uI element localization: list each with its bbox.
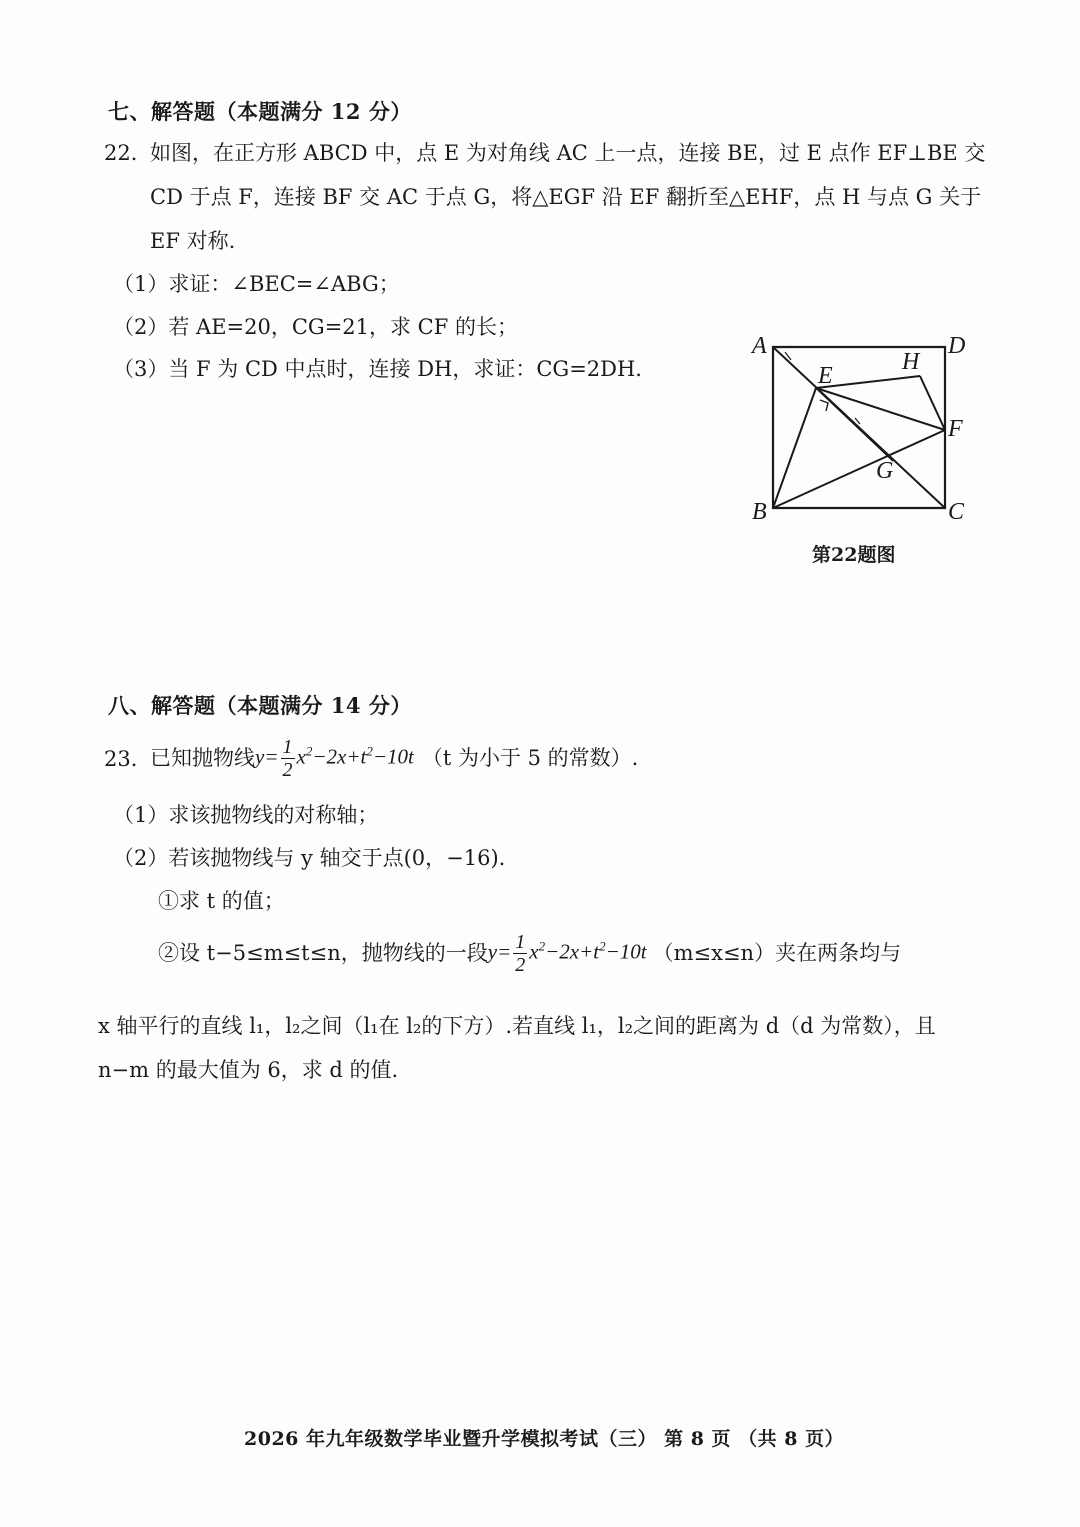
q23-stem-prefix: 已知抛物线 [150, 746, 255, 770]
q22-number: 22． [104, 141, 152, 165]
q23-line-b: n−m 的最大值为 6，求 d 的值. [98, 1058, 399, 1082]
label-c: C [948, 499, 965, 525]
q22-part-1: （1）求证：∠BEC=∠ABG； [113, 272, 400, 296]
label-a: A [752, 333, 767, 359]
section-8-title: 八、解答题（本题满分 14 分） [108, 693, 412, 718]
q23-stem [150, 730, 638, 786]
q22-figure-caption: 第22题图 [812, 544, 896, 566]
q22-figure [740, 325, 990, 535]
q23-sub2-formula: y= $\frac{1}{2}$ $x^2-2x+t^2-10t$ [487, 930, 647, 976]
segment-bf [773, 430, 945, 508]
q23-sub-2 [158, 925, 901, 981]
q22-part-2: （2）若 AE=20，CG=21，求 CF 的长； [113, 315, 518, 339]
label-e: E [818, 363, 833, 389]
label-b: B [752, 499, 767, 525]
q23-part-2: （2）若该抛物线与 y 轴交于点(0，−16). [113, 846, 506, 870]
segment-be [773, 388, 816, 508]
q23-line-a: x 轴平行的直线 l₁，l₂之间（l₁在 l₂的下方）.若直线 l₁，l₂之间的距离为 d（d 为常数），且 [98, 1014, 936, 1038]
q23-sub2-suffix: （m≤x≤n）夹在两条均与 [652, 941, 902, 965]
right-angle-mark [820, 400, 828, 411]
q23-sub2-prefix: ②设 t−5≤m≤t≤n，抛物线的一段 [158, 941, 488, 965]
q23-formula: y= $\frac{1}{2}$ $x^2-2x+t^2-10t$ [255, 735, 414, 781]
q22-part-3: （3）当 F 为 CD 中点时，连接 DH，求证：CG=2DH. [113, 357, 642, 381]
section-7-title: 七、解答题（本题满分 12 分） [108, 99, 412, 124]
segment-ef [816, 388, 945, 430]
label-h: H [902, 349, 920, 375]
q23-number: 23． [104, 747, 152, 771]
label-f: F [948, 416, 963, 442]
q22-line-2: CD 于点 F，连接 BF 交 AC 于点 G，将△EGF 沿 EF 翻折至△EHF，点 H 与点 G 关于 [150, 185, 982, 209]
segment-hf [920, 376, 945, 430]
page-footer: 2026 年九年级数学毕业暨升学模拟考试（三） 第 8 页 （共 8 页） [244, 1428, 845, 1450]
q23-part-1: （1）求该抛物线的对称轴； [113, 803, 379, 827]
q22-line-1: 如图，在正方形 ABCD 中，点 E 为对角线 AC 上一点，连接 BE，过 E 点作 EF⊥BE 交 [150, 141, 986, 165]
label-g: G [876, 458, 894, 484]
q23-stem-suffix: （t 为小于 5 的常数）. [421, 746, 639, 770]
label-d: D [948, 333, 966, 359]
segment-eg [816, 388, 893, 461]
q22-line-3: EF 对称. [150, 229, 236, 253]
q23-sub-1: ①求 t 的值； [158, 889, 285, 913]
